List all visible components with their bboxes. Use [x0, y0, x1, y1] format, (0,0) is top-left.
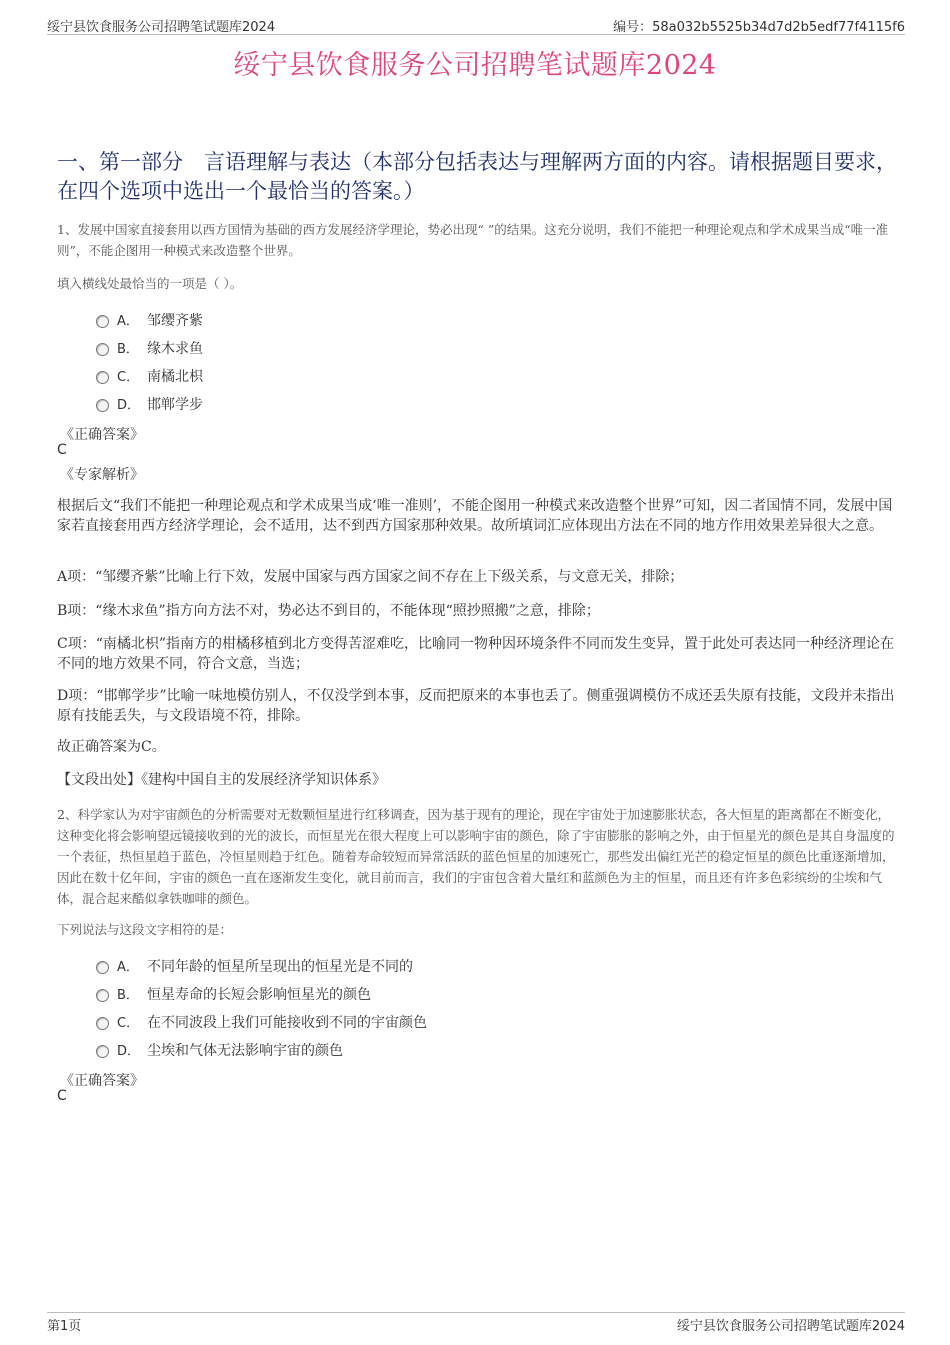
q1-option-b[interactable]: B． 缘木求鱼 [96, 338, 203, 360]
q1-prompt: 填入横线处最恰当的一项是（ ）。 [57, 276, 243, 291]
q1-stem: 1、发展中国家直接套用以西方国情为基础的西方发展经济学理论，势必出现“ ”的结果。这充分说明，我们不能把一种理论观点和学术成果当成“唯一准则”，不能企图用一种模式来改造整个世界。 [57, 222, 889, 258]
radio-icon[interactable] [96, 343, 109, 356]
q1-option-c[interactable]: C． 南橘北枳 [96, 366, 203, 388]
section-heading: 一、第一部分 言语理解与表达（本部分包括表达与理解两方面的内容。请根据题目要求，在四个选项中选出一个最恰当的答案。） [57, 150, 897, 203]
q2-answer-label: 《正确答案》 [60, 1073, 144, 1089]
radio-icon[interactable] [96, 1017, 109, 1030]
radio-icon[interactable] [96, 315, 109, 328]
q1-option-d[interactable]: D． 邯郸学步 [96, 394, 203, 416]
q1-answer: C [57, 442, 67, 458]
q1-analysis-a: A项：“邹缨齐紫”比喻上行下效，发展中国家与西方国家之间不存在上下级关系，与文意无关，排除； [57, 569, 684, 585]
page-footer [47, 1312, 905, 1333]
q2-prompt: 下列说法与这段文字相符的是： [57, 922, 233, 937]
q2-answer: C [57, 1088, 67, 1104]
footer-doc-title: 绥宁县饮食服务公司招聘笔试题库2024 [676, 1319, 905, 1334]
q2-option-b[interactable]: B． 恒星寿命的长短会影响恒星光的颜色 [96, 984, 371, 1006]
header-doc-title: 绥宁县饮食服务公司招聘笔试题库2024 [47, 20, 276, 35]
q1-analysis-label: 《专家解析》 [60, 467, 144, 483]
radio-icon[interactable] [96, 1045, 109, 1058]
page-header [47, 14, 905, 35]
q1-analysis-d: D项：“邯郸学步”比喻一味地模仿别人，不仅没学到本事，反而把原来的本事也丢了。侧重强调模仿不成还丢失原有技能，文段并未指出原有技能丢失，与文段语境不符，排除。 [57, 688, 895, 724]
header-doc-id: 编号：58a032b5525b34d7d2b5edf77f4115f6 [613, 20, 905, 35]
q1-answer-label: 《正确答案》 [60, 427, 144, 443]
q2-stem: 2、科学家认为对宇宙颜色的分析需要对无数颗恒星进行红移调查，因为基于现有的理论，现在宇宙处于加速膨胀状态，各大恒星的距离都在不断变化，这种变化将会影响望远镜接收到的光的波长，而恒星光在很大程度上可以影响宇宙的颜色，除了宇宙膨胀的影响之外，由于恒星光的颜色是其自身温度的一个表征，热恒星趋于蓝色，冷恒星则趋于红色。随着寿命较短而异常活跃的蓝色恒星的加速死亡，那些发出偏红光芒的稳定恒星的颜色比重逐渐增加，因此在数十亿年间，宇宙的颜色一直在逐渐发生变化，就目前而言，我们的宇宙包含着大量红和蓝颜色为主的恒星，而且还有许多色彩缤纷的尘埃和气体，混合起来酷似拿铁咖啡的颜色。 [57, 807, 895, 906]
q2-option-c[interactable]: C． 在不同波段上我们可能接收到不同的宇宙颜色 [96, 1012, 427, 1034]
q1-source: 【文段出处】《建构中国自主的发展经济学知识体系》 [57, 772, 386, 788]
q2-option-d[interactable]: D． 尘埃和气体无法影响宇宙的颜色 [96, 1040, 343, 1062]
q1-analysis-b: B项：“缘木求鱼”指方向方法不对，势必达不到目的，不能体现“照抄照搬”之意，排除； [57, 603, 600, 619]
radio-icon[interactable] [96, 989, 109, 1002]
q1-option-a[interactable]: A． 邹缨齐紫 [96, 310, 203, 332]
footer-page-number: 第1页 [47, 1319, 82, 1334]
q1-conclusion: 故正确答案为C。 [57, 739, 166, 755]
radio-icon[interactable] [96, 371, 109, 384]
radio-icon[interactable] [96, 961, 109, 974]
page-title: 绥宁县饮食服务公司招聘笔试题库2024 [233, 50, 717, 81]
q1-analysis-c: C项：“南橘北枳”指南方的柑橘移植到北方变得苦涩难吃，比喻同一物种因环境条件不同而发生变异，置于此处可表达同一种经济理论在不同的地方效果不同，符合文意，当选； [57, 636, 895, 672]
q1-analysis-paragraph: 根据后文“我们不能把一种理论观点和学术成果当成‘唯一准则’，不能企图用一种模式来改造整个世界”可知，因二者国情不同，发展中国家若直接套用西方经济学理论，会不适用，达不到西方国家那种效果。故所填词汇应体现出方法在不同的地方作用效果差异很大之意。 [57, 498, 893, 534]
radio-icon[interactable] [96, 399, 109, 412]
q2-option-a[interactable]: A． 不同年龄的恒星所呈现出的恒星光是不同的 [96, 956, 413, 978]
